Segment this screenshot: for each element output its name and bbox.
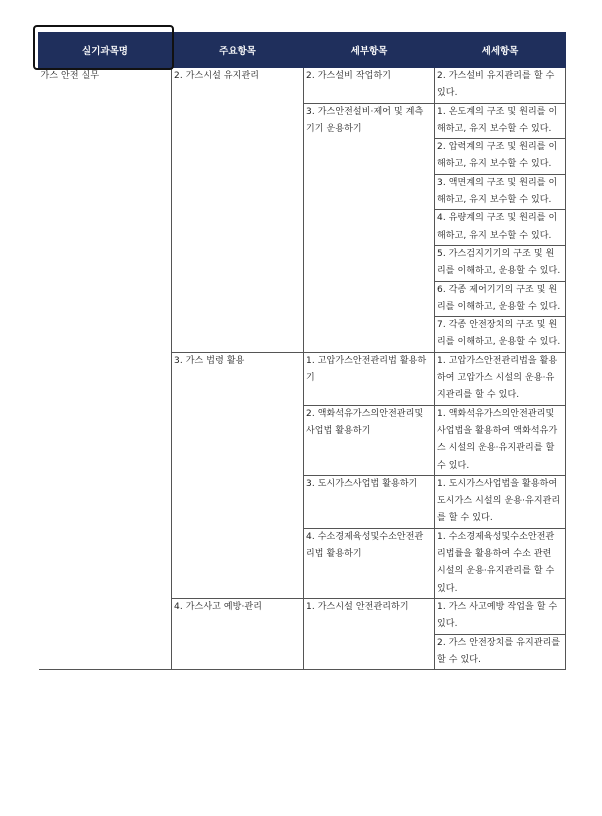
subject-cell: 가스 안전 실무: [39, 68, 172, 670]
sub-item-cell: 2. 액화석유가스의안전관리및사업법 활용하기: [304, 405, 435, 475]
header-subject: 실기과목명: [39, 33, 172, 68]
detail-item-cell: 1. 가스 사고예방 작업을 할 수 있다.: [435, 598, 566, 634]
sub-item-cell: 1. 고압가스안전관리법 활용하기: [304, 352, 435, 405]
header-main-item: 주요항목: [172, 33, 304, 68]
header-sub-item: 세부항목: [304, 33, 435, 68]
detail-item-cell: 2. 압력계의 구조 및 원리를 이해하고, 유지 보수할 수 있다.: [435, 139, 566, 175]
detail-item-cell: 1. 도시가스사업법을 활용하여 도시가스 시설의 운용·유지관리를 할 수 있다.: [435, 475, 566, 528]
detail-item-cell: 6. 각종 제어기기의 구조 및 원리를 이해하고, 운용할 수 있다.: [435, 281, 566, 317]
header-row: [39, 33, 566, 68]
detail-item-cell: 3. 액면계의 구조 및 원리를 이해하고, 유지 보수할 수 있다.: [435, 174, 566, 210]
detail-item-cell: 1. 액화석유가스의안전관리및사업법을 활용하여 액화석유가스 시설의 운용·유지관리를 할 수 있다.: [435, 405, 566, 475]
main-item-cell: 2. 가스시설 유지관리: [172, 68, 304, 353]
detail-item-cell: 1. 온도계의 구조 및 원리를 이해하고, 유지 보수할 수 있다.: [435, 103, 566, 139]
syllabus-table-container: [38, 32, 565, 670]
sub-item-cell: 2. 가스설비 작업하기: [304, 68, 435, 104]
detail-item-cell: 4. 유량계의 구조 및 원리를 이해하고, 유지 보수할 수 있다.: [435, 210, 566, 246]
table-body: [39, 68, 566, 670]
main-item-cell: 3. 가스 법령 활용: [172, 352, 304, 598]
table-row: [39, 68, 566, 104]
sub-item-cell: 3. 가스안전설비·제어 및 계측기기 운용하기: [304, 103, 435, 352]
detail-item-cell: 5. 가스검지기기의 구조 및 원리를 이해하고, 운용할 수 있다.: [435, 245, 566, 281]
detail-item-cell: 2. 가스 안전장치를 유지관리를 할 수 있다.: [435, 634, 566, 670]
detail-item-cell: 7. 각종 안전장치의 구조 및 원리를 이해하고, 운용할 수 있다.: [435, 317, 566, 353]
sub-item-cell: 4. 수소경제육성및수소안전관리법 활용하기: [304, 528, 435, 598]
sub-item-cell: 3. 도시가스사업법 활용하기: [304, 475, 435, 528]
header-detail-item: 세세항목: [435, 33, 566, 68]
detail-item-cell: 2. 가스설비 유지관리를 할 수 있다.: [435, 68, 566, 104]
detail-item-cell: 1. 고압가스안전관리법을 활용하여 고압가스 시설의 운용·유지관리를 할 수 있다.: [435, 352, 566, 405]
syllabus-table: [38, 32, 566, 670]
detail-item-cell: 1. 수소경제육성및수소안전관리법률을 활용하여 수소 관련 시설의 운용·유지관리를 할 수 있다.: [435, 528, 566, 598]
main-item-cell: 4. 가스사고 예방·관리: [172, 598, 304, 669]
sub-item-cell: 1. 가스시설 안전관리하기: [304, 598, 435, 669]
